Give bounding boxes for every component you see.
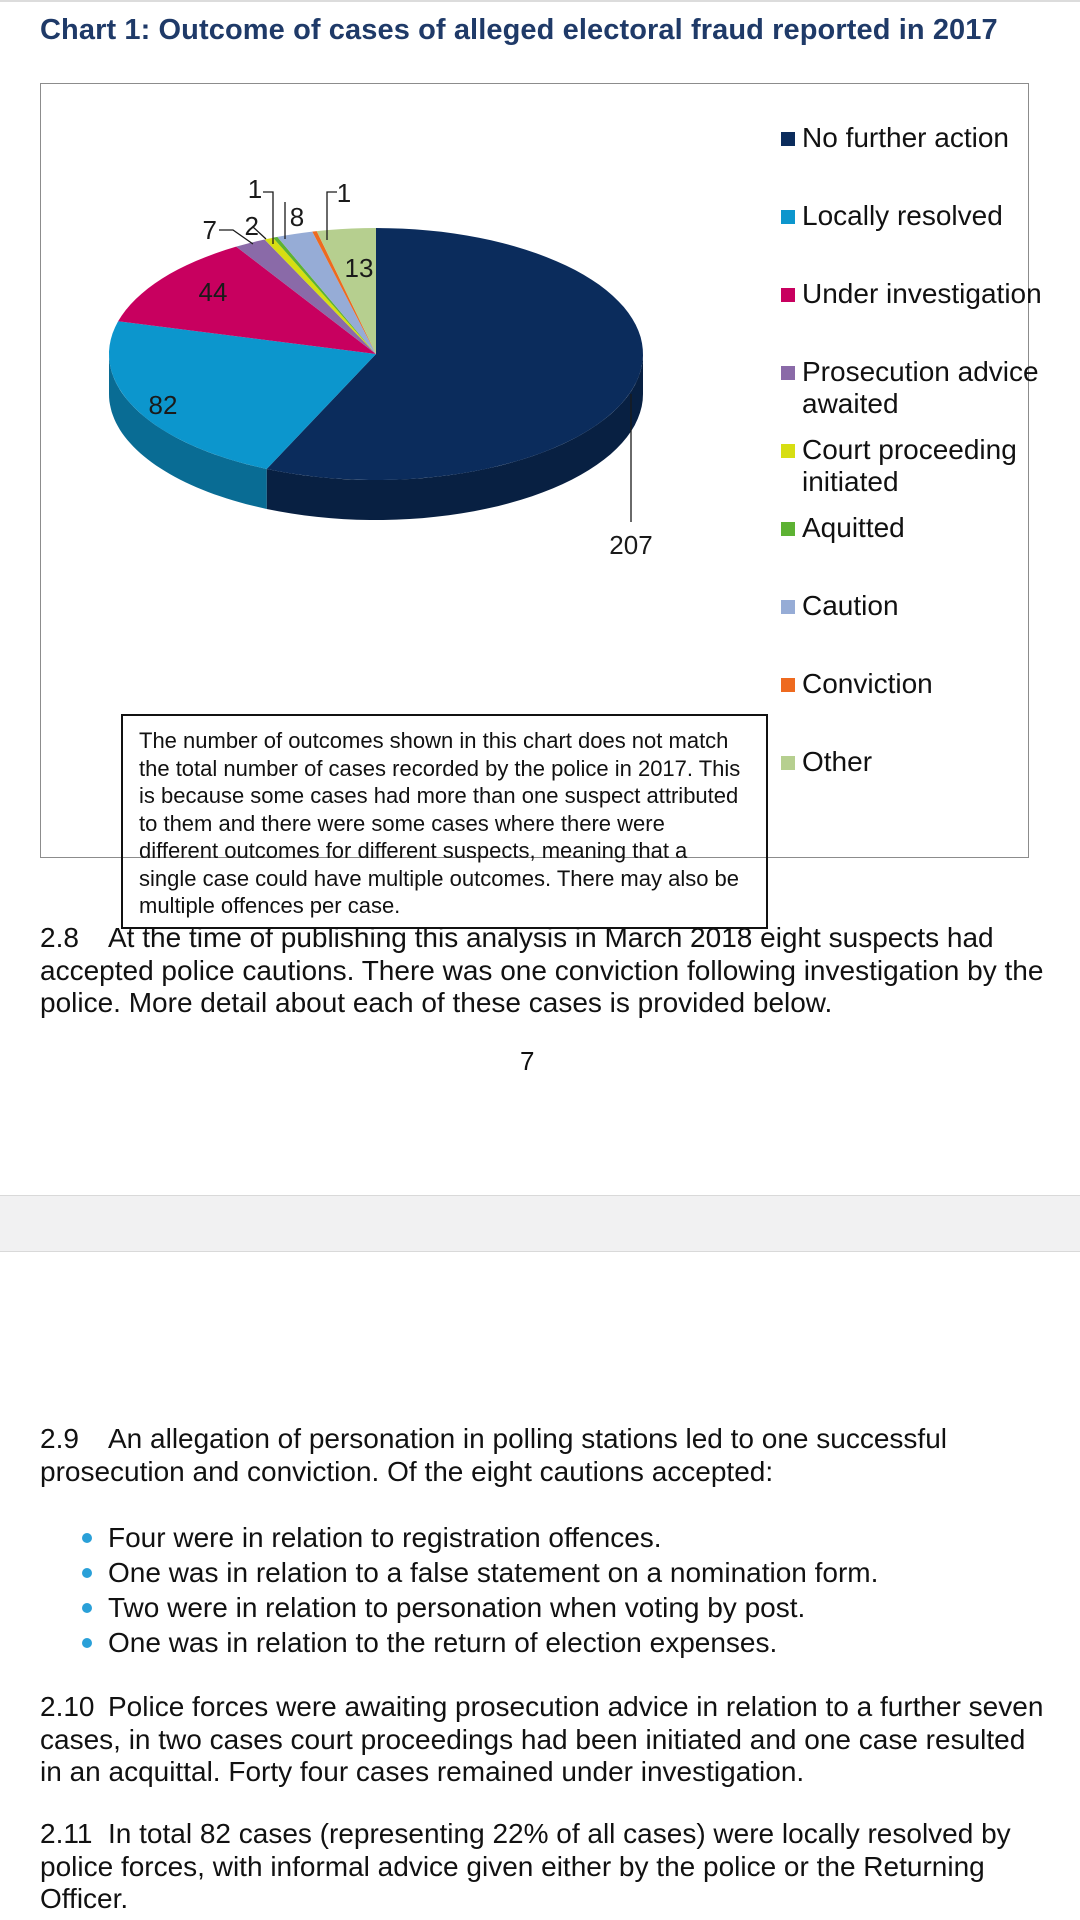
pie-data-label: 82 — [148, 390, 178, 420]
paragraph-text: In total 82 cases (representing 22% of all cases) were locally resolved by police forces, with informal advice given either by the police or the Returning Officer. — [40, 1818, 1011, 1914]
bullet-icon — [82, 1568, 92, 1578]
pie-data-label: 44 — [198, 277, 228, 307]
chart-frame — [40, 83, 1042, 918]
paragraph-2-10 — [40, 1691, 1050, 1789]
legend-label: Under investigation — [802, 278, 1042, 309]
pie-data-label: 2 — [244, 211, 259, 241]
paragraph-number: 2.10 — [40, 1691, 95, 1722]
paragraph-text: Police forces were awaiting prosecution advice in relation to a further seven cases, in two cases court proceedings had been initiated and one case resulted in an acquittal. Forty four cases remained under investigation. — [40, 1691, 1044, 1787]
pie-leader-line — [263, 192, 273, 244]
cautions-list — [82, 1520, 1042, 1660]
page-top-border — [0, 0, 1080, 2]
list-item-text: Two were in relation to personation when voting by post. — [108, 1592, 806, 1623]
paragraph-2-8 — [40, 922, 1050, 1020]
legend-swatch — [781, 132, 795, 146]
pie-data-label: 8 — [289, 202, 305, 232]
pie-data-label: 7 — [202, 215, 217, 245]
list-item — [82, 1590, 1042, 1625]
page-separator — [0, 1195, 1080, 1252]
legend-swatch — [781, 522, 795, 536]
pie-data-label: 1 — [247, 174, 263, 204]
paragraph-text: At the time of publishing this analysis in March 2018 eight suspects had accepted police cautions. There was one conviction following investigation by the police. More detail about each of these cases is provided below. — [40, 922, 1044, 1018]
pie-data-label: 13 — [344, 253, 374, 283]
legend-label: Court proceeding initiated — [802, 434, 1017, 497]
pie-data-label: 1 — [336, 178, 352, 208]
legend-label: Locally resolved — [802, 200, 1003, 231]
paragraph-text: An allegation of personation in polling stations led to one successful prosecution and conviction. Of the eight cautions accepted: — [40, 1423, 947, 1487]
legend-label: Prosecution advice awaited — [802, 356, 1039, 419]
list-item-text: Four were in relation to registration offences. — [108, 1522, 662, 1553]
pie-data-label: 207 — [609, 530, 653, 560]
paragraph-number: 2.9 — [40, 1423, 79, 1454]
legend-label: No further action — [802, 122, 1009, 153]
legend-label: Other — [802, 746, 873, 777]
list-item — [82, 1555, 1042, 1590]
paragraph-number: 2.11 — [40, 1818, 93, 1849]
chart-title: Chart 1: Outcome of cases of alleged electoral fraud reported in 2017 — [40, 14, 998, 46]
bullet-icon — [82, 1638, 92, 1648]
legend-label: Conviction — [802, 668, 933, 699]
paragraph-number: 2.8 — [40, 922, 79, 953]
list-item — [82, 1520, 1042, 1555]
legend-swatch — [781, 210, 795, 224]
list-item-text: One was in relation to a false statement on a nomination form. — [108, 1557, 879, 1588]
legend-swatch — [781, 444, 795, 458]
chart-note-text: The number of outcomes shown in this chart does not match the total number of cases recorded by the police in 2017. This is because some cases had more than one suspect attributed to them and there were some cases where there were different outcomes for different suspects, meaning that a single case could have multiple outcomes. There may also be multiple offences per case. — [139, 728, 741, 918]
paragraph-2-11 — [40, 1818, 1050, 1916]
legend-swatch — [781, 366, 795, 380]
bullet-icon — [82, 1603, 92, 1613]
chart-note-box — [121, 714, 768, 929]
page-number: 7 — [520, 1046, 535, 1076]
legend-label: Caution — [802, 590, 899, 621]
legend-swatch — [781, 756, 795, 770]
legend-swatch — [781, 288, 795, 302]
legend-label: Aquitted — [802, 512, 905, 543]
list-item — [82, 1625, 1042, 1660]
legend-swatch — [781, 678, 795, 692]
bullet-icon — [82, 1533, 92, 1543]
list-item-text: One was in relation to the return of election expenses. — [108, 1627, 778, 1658]
legend-swatch — [781, 600, 795, 614]
paragraph-2-9 — [40, 1423, 1050, 1488]
